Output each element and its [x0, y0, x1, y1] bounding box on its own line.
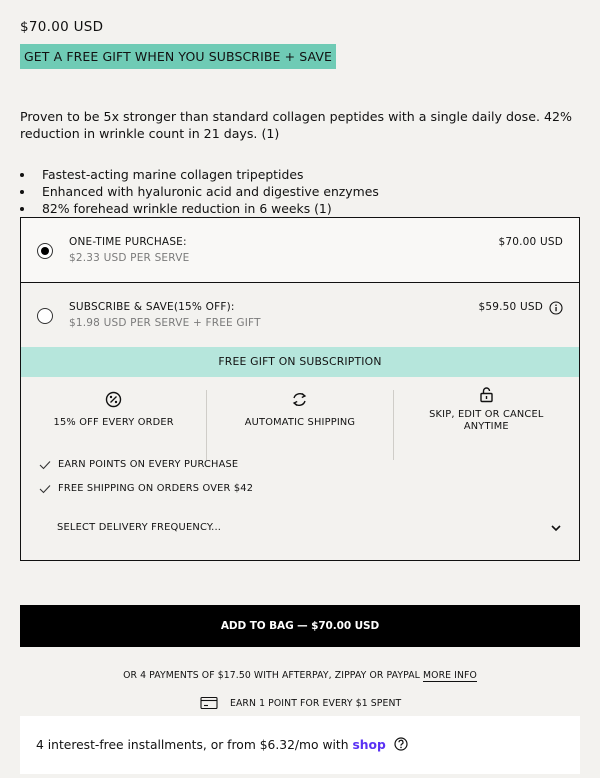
product-price: $70.00 USD — [20, 19, 104, 35]
installments-info — [0, 670, 600, 681]
perk-item — [39, 458, 597, 482]
more-info-link[interactable]: MORE INFO — [423, 670, 477, 681]
subscribe-option-header[interactable] — [21, 283, 579, 347]
subscribe-radio[interactable] — [37, 308, 53, 324]
option-price: $70.00 USD — [498, 236, 563, 248]
benefit-label: 15% OFF EVERY ORDER — [53, 417, 174, 428]
one-time-radio[interactable] — [37, 243, 53, 259]
delivery-frequency-select[interactable] — [57, 522, 561, 560]
feature-item: 82% forehead wrinkle reduction in 6 weeks (1) — [20, 200, 580, 217]
option-title: SUBSCRIBE & SAVE(15% OFF): — [69, 301, 235, 313]
checkmark-icon — [39, 460, 51, 470]
option-price: $59.50 USD — [478, 301, 543, 313]
credit-card-icon — [200, 696, 218, 710]
product-description: Proven to be 5x stronger than standard collagen peptides with a single daily dose. 42% reduction in wrinkle count in 21 days. (1) — [20, 109, 572, 141]
benefit-shipping — [206, 390, 392, 460]
unlock-icon — [478, 386, 495, 403]
refresh-icon — [291, 391, 308, 408]
select-placeholder: SELECT DELIVERY FREQUENCY... — [57, 522, 222, 533]
percent-badge-icon — [105, 391, 122, 408]
installments-text: OR 4 PAYMENTS OF $17.50 WITH AFTERPAY, ZIPPAY OR PAYPAL — [123, 670, 420, 681]
info-icon[interactable] — [549, 301, 563, 315]
perk-label: EARN POINTS ON EVERY PURCHASE — [58, 459, 239, 470]
chevron-down-icon — [551, 525, 561, 532]
feature-item: Enhanced with hyaluronic acid and digestive enzymes — [20, 183, 580, 200]
perk-label: FREE SHIPPING ON ORDERS OVER $42 — [58, 483, 254, 494]
subscribe-option — [21, 283, 579, 560]
help-icon[interactable] — [394, 737, 408, 751]
points-text: EARN 1 POINT FOR EVERY $1 SPENT — [230, 698, 402, 709]
option-subtitle: $2.33 USD PER SERVE — [69, 252, 190, 264]
feature-list — [20, 166, 580, 217]
checkmark-icon — [39, 484, 51, 494]
shop-pay-logo: shop — [352, 738, 386, 752]
promo-banner: GET A FREE GIFT WHEN YOU SUBSCRIBE + SAVE — [20, 44, 336, 69]
option-subtitle: $1.98 USD PER SERVE + FREE GIFT — [69, 317, 261, 329]
benefit-discount — [21, 390, 206, 460]
shop-pay-text-row — [36, 737, 408, 752]
shop-pay-text: 4 interest-free installments, or from $6.32/mo with — [36, 738, 349, 752]
subscription-perks — [39, 458, 597, 506]
one-time-purchase-option[interactable] — [21, 218, 579, 283]
subscription-benefits — [21, 390, 579, 460]
add-to-bag-button[interactable]: ADD TO BAG — $70.00 USD — [20, 605, 580, 647]
feature-item: Fastest-acting marine collagen tripeptides — [20, 166, 580, 183]
free-gift-bar: FREE GIFT ON SUBSCRIPTION — [21, 347, 579, 377]
benefit-label: AUTOMATIC SHIPPING — [244, 417, 356, 428]
perk-item — [39, 482, 597, 506]
shop-pay-banner — [20, 716, 580, 774]
option-title: ONE-TIME PURCHASE: — [69, 236, 187, 248]
purchase-options — [20, 217, 580, 561]
benefit-label: SKIP, EDIT OR CANCEL ANYTIME — [429, 409, 544, 432]
benefit-flexibility — [393, 390, 579, 460]
